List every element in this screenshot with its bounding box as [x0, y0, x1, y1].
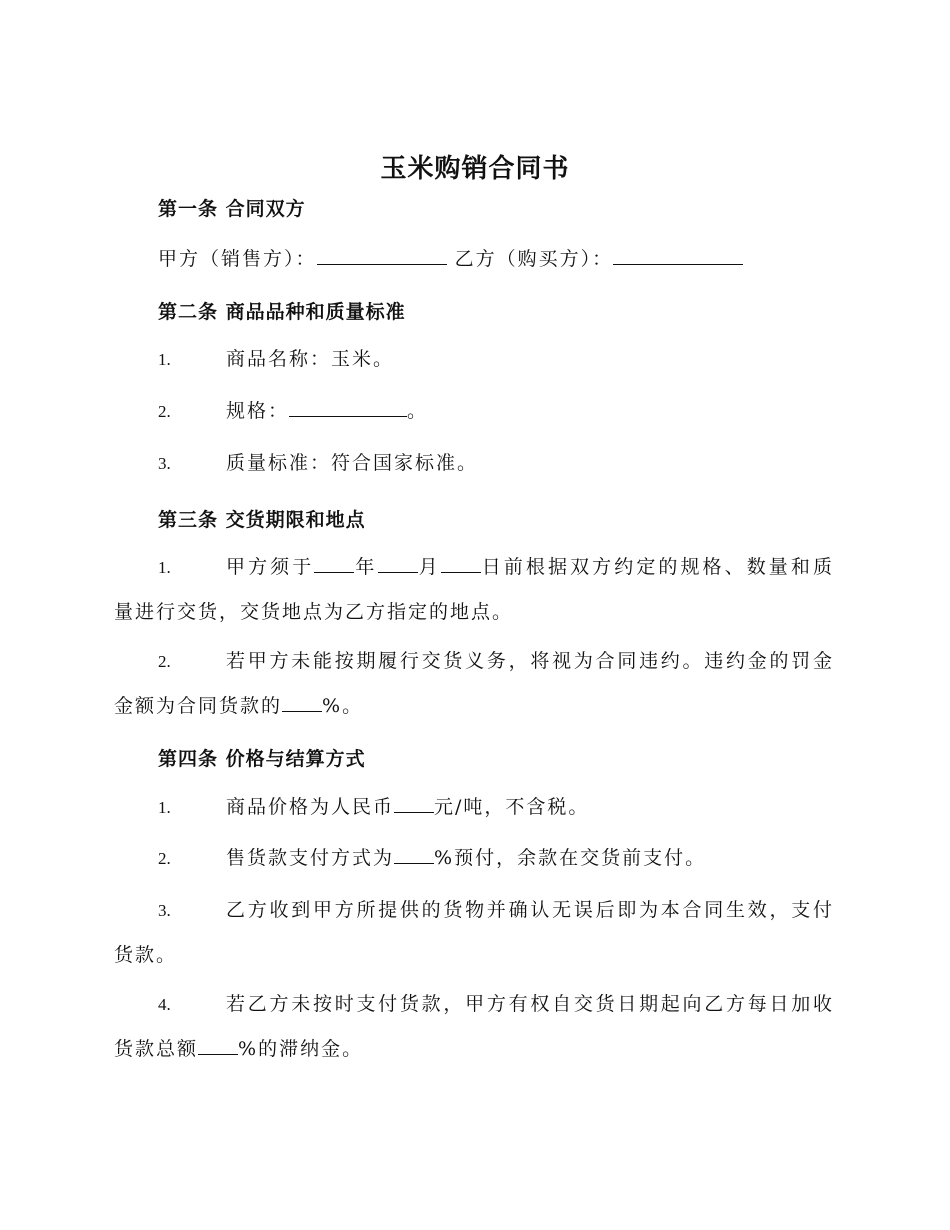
text-segment: 金额为合同货款的 [114, 695, 283, 717]
item-number: 2. [158, 652, 171, 671]
price-blank[interactable] [394, 794, 434, 813]
month-blank[interactable] [378, 554, 418, 573]
spec-blank[interactable] [289, 398, 407, 417]
item-continuation [114, 1034, 834, 1061]
article-1-heading: 第一条 合同双方 [158, 198, 306, 220]
penalty-percent-blank[interactable] [282, 693, 322, 712]
spec-suffix: 。 [407, 400, 429, 422]
text-segment: 日前根据双方约定的规格、数量和质 [480, 556, 834, 578]
item-number: 1. [158, 350, 171, 369]
party-a-blank[interactable] [317, 246, 447, 265]
item-number: 3. [158, 901, 171, 920]
item-continuation: 量进行交货，交货地点为乙方指定的地点。 [114, 601, 514, 623]
article-4-heading: 第四条 价格与结算方式 [158, 748, 366, 770]
parties-line [158, 244, 743, 271]
text-segment: 甲方须于 [226, 556, 315, 578]
item-text [226, 546, 834, 589]
item-number: 3. [158, 454, 171, 473]
late-fee-percent-blank[interactable] [198, 1036, 238, 1055]
text-segment: 货款总额 [114, 1038, 199, 1060]
item-text: 商品名称：玉米。 [226, 348, 395, 370]
prepay-percent-blank[interactable] [394, 845, 434, 864]
text-segment: %预付，余款在交货前支付。 [434, 847, 707, 869]
party-b-blank[interactable] [613, 246, 743, 265]
item-number: 2. [158, 849, 171, 868]
item-text [226, 786, 834, 829]
party-a-label: 甲方（销售方）： [158, 248, 317, 270]
item-number: 2. [158, 402, 171, 421]
item-text [226, 837, 834, 880]
text-segment: 商品价格为人民币 [226, 796, 395, 818]
spec-label: 规格： [226, 400, 290, 422]
text-segment: %。 [322, 695, 364, 717]
text-segment: %的滞纳金。 [238, 1038, 364, 1060]
document-title: 玉米购销合同书 [380, 154, 570, 184]
party-b-label: 乙方（购买方）： [454, 248, 614, 270]
item-number: 1. [158, 798, 171, 817]
item-text: 质量标准：符合国家标准。 [226, 452, 479, 474]
item-continuation [114, 691, 834, 718]
item-continuation: 货款。 [114, 944, 178, 966]
item-text: 若乙方未按时支付货款，甲方有权自交货日期起向乙方每日加收 [226, 993, 834, 1015]
text-segment: 售货款支付方式为 [226, 847, 395, 869]
day-blank[interactable] [441, 554, 481, 573]
item-number: 4. [158, 995, 171, 1014]
text-segment: 月 [417, 556, 441, 578]
item-text [226, 390, 834, 433]
text-segment: 元/吨，不含税。 [434, 796, 590, 818]
article-3-heading: 第三条 交货期限和地点 [158, 509, 366, 531]
item-text: 若甲方未能按期履行交货义务，将视为合同违约。违约金的罚金 [226, 650, 834, 672]
article-2-heading: 第二条 商品品种和质量标准 [158, 301, 406, 323]
text-segment: 年 [354, 556, 378, 578]
item-text: 乙方收到甲方所提供的货物并确认无误后即为本合同生效，支付 [226, 899, 834, 921]
year-blank[interactable] [314, 554, 354, 573]
item-number: 1. [158, 558, 171, 577]
